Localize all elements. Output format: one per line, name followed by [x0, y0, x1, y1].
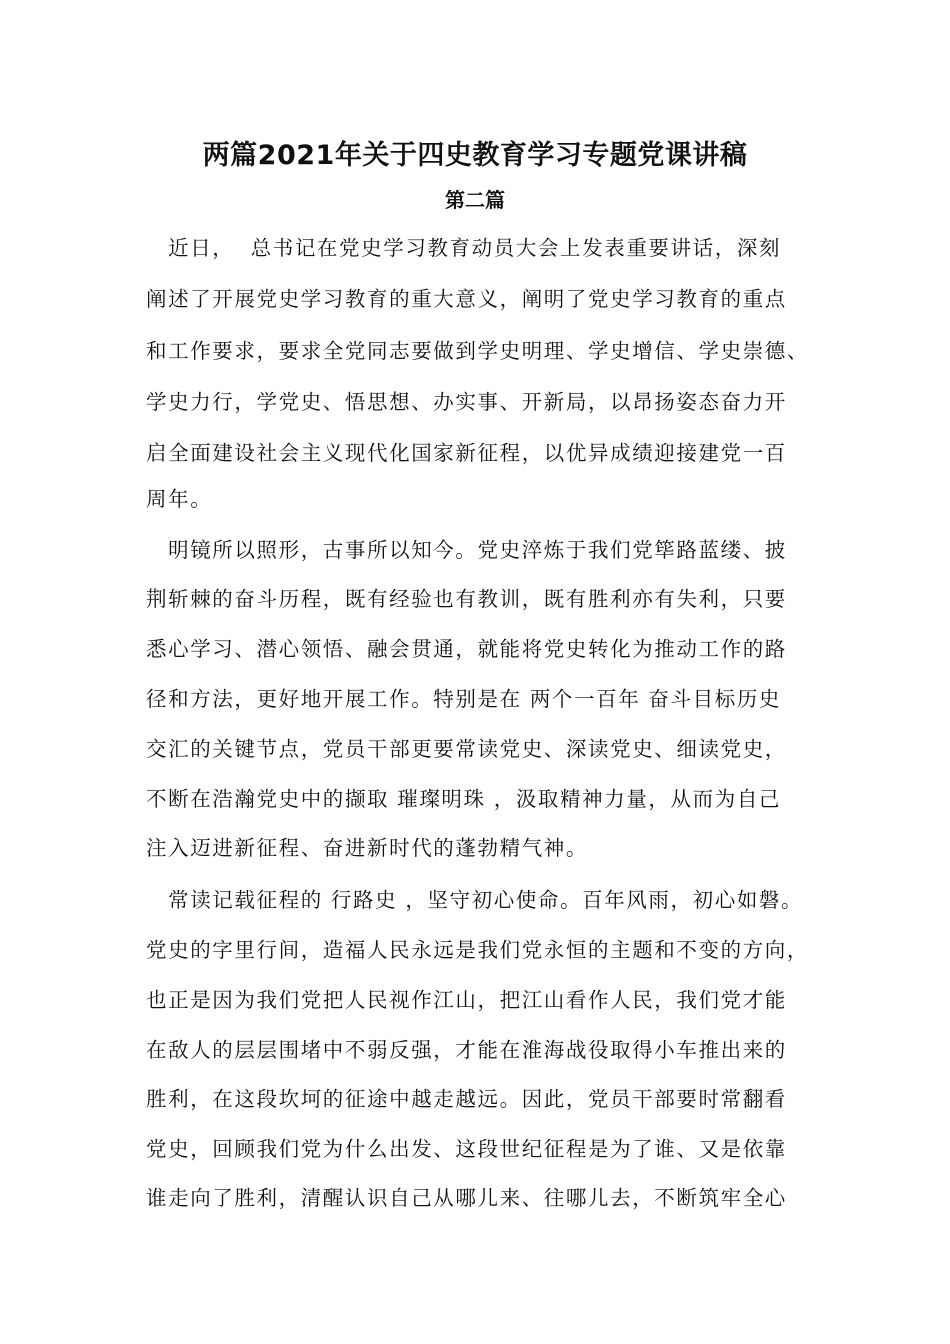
- text-line: 常读记载征程的 行路史 ，坚守初心使命。百年风雨，初心如磐。: [146, 888, 804, 912]
- text-line: 胜利，在这段坎坷的征途中越走越远。因此，党员干部要时常翻看: [146, 1087, 787, 1111]
- text-line: 近日， 总书记在党史学习教育动员大会上发表重要讲话，深刻: [146, 236, 782, 260]
- text-line: 也正是因为我们党把人民视作江山，把江山看作人民，我们党才能: [146, 988, 787, 1012]
- text-line: 不断在浩瀚党史中的撷取 璀璨明珠 ，汲取精神力量，从而为自己: [146, 787, 782, 811]
- text-line: 谁走向了胜利，清醒认识自己从哪儿来、往哪儿去，不断筑牢全心: [146, 1186, 787, 1210]
- text-line: 和工作要求，要求全党同志要做到学史明理、学史增信、学史崇德、: [146, 339, 809, 363]
- document-subtitle: 第二篇: [445, 188, 505, 212]
- text-line: 径和方法，更好地开展工作。特别是在 两个一百年 奋斗目标历史: [146, 687, 782, 711]
- text-line: 悉心学习、潜心领悟、融会贯通，就能将党史转化为推动工作的路: [146, 637, 787, 661]
- text-line: 明镜所以照形，古事所以知今。党史淬炼于我们党筚路蓝缕、披: [146, 538, 787, 562]
- text-line: 学史力行，学党史、悟思想、办实事、开新局，以昂扬姿态奋力开: [146, 390, 787, 414]
- text-line: 阐述了开展党史学习教育的重大意义，阐明了党史学习教育的重点: [146, 287, 787, 311]
- text-line: 周年。: [146, 487, 213, 511]
- text-line: 启全面建设社会主义现代化国家新征程，以优异成绩迎接建党一百: [146, 441, 787, 465]
- text-line: 党史，回顾我们党为什么出发、这段世纪征程是为了谁、又是依靠: [146, 1137, 787, 1161]
- text-line: 荆斩棘的奋斗历程，既有经验也有教训，既有胜利亦有失利，只要: [146, 587, 787, 611]
- text-line: 党史的字里行间，造福人民永远是我们党永恒的主题和不变的方向，: [146, 938, 809, 962]
- text-line: 交汇的关键节点，党员干部更要常读党史、深读党史、细读党史，: [146, 737, 787, 761]
- document-title: 两篇2021年关于四史教育学习专题党课讲稿: [202, 140, 748, 171]
- text-line: 在敌人的层层围堵中不弱反强，才能在淮海战役取得小车推出来的: [146, 1038, 787, 1062]
- text-line: 注入迈进新征程、奋进新时代的蓬勃精气神。: [146, 836, 588, 860]
